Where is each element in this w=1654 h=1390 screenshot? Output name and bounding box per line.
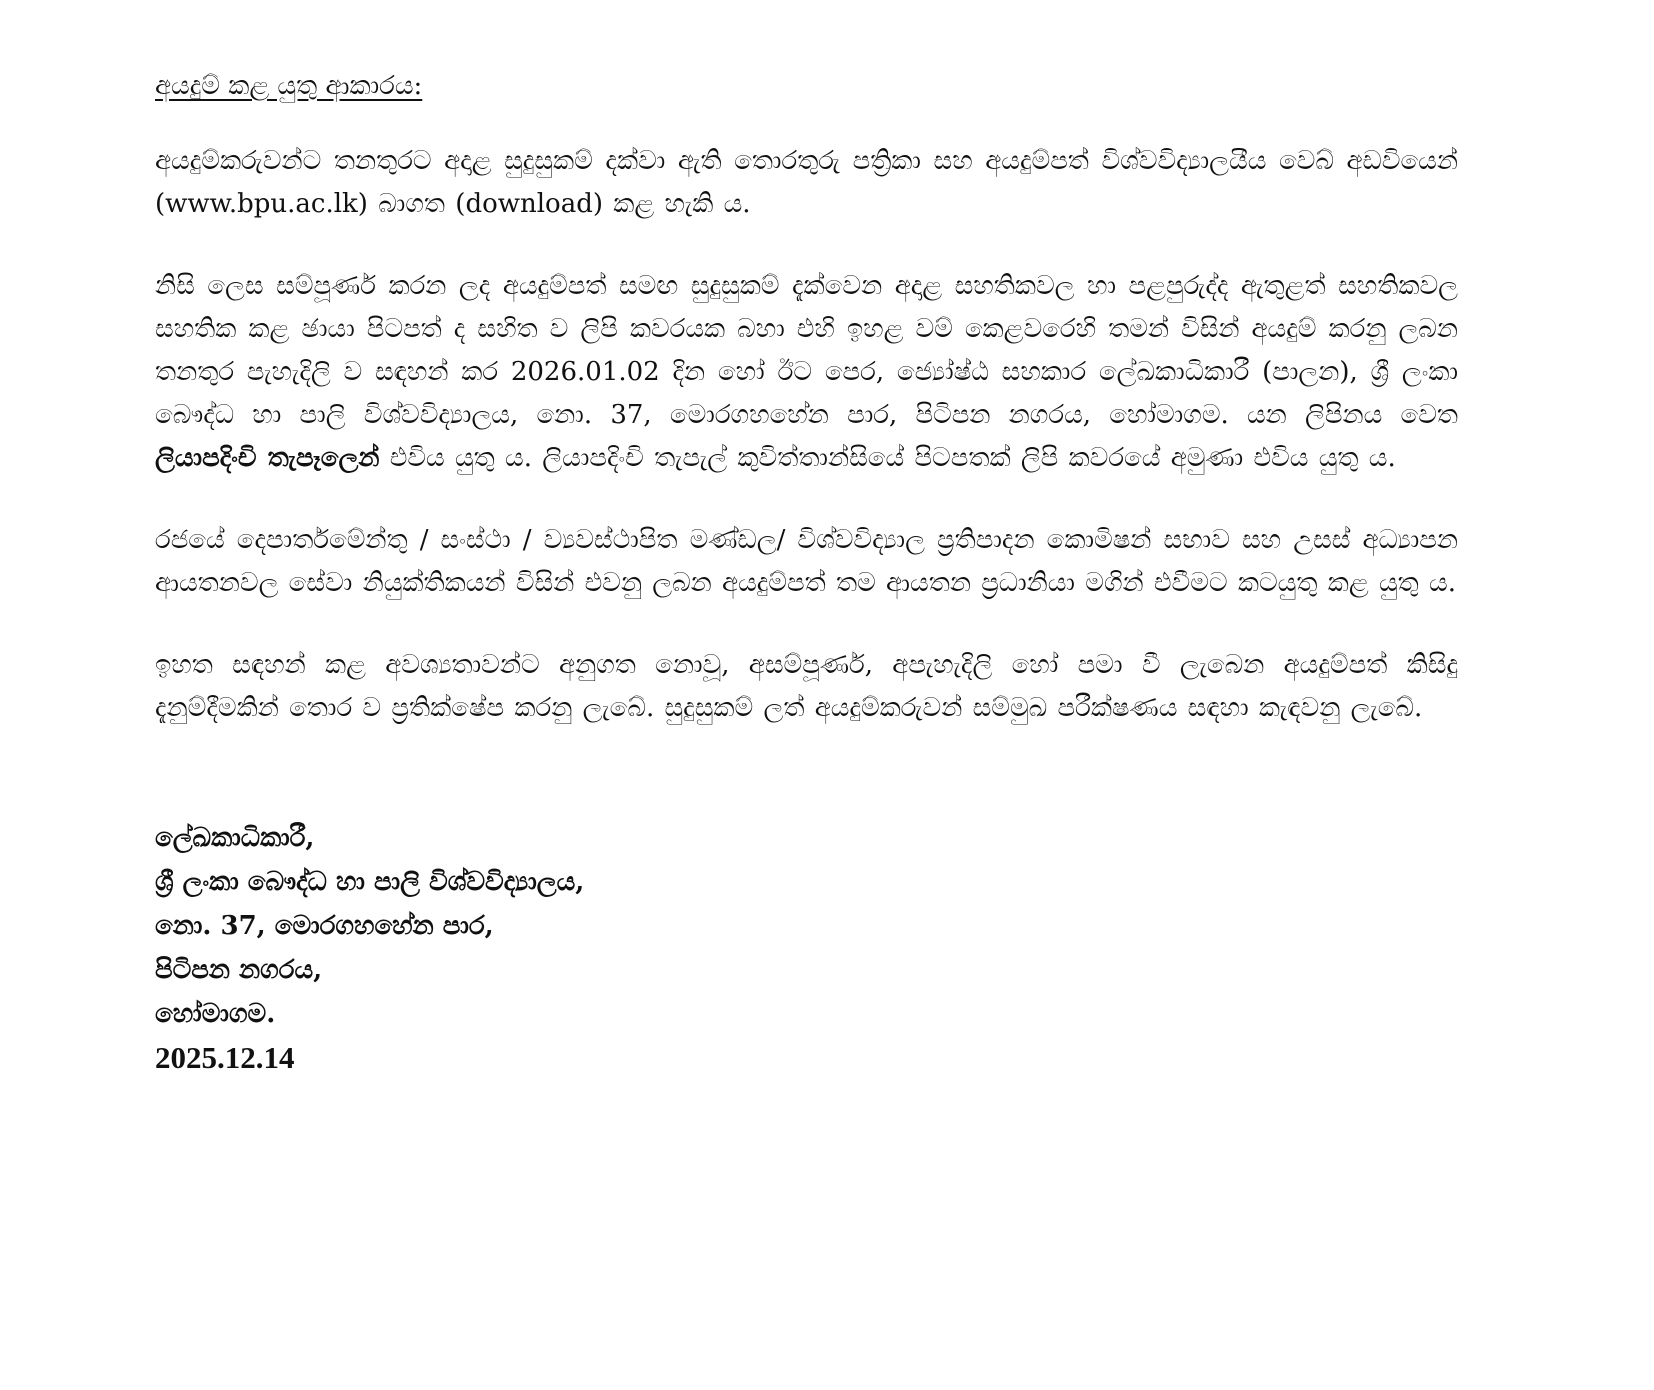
registered-post-emphasis: ලියාපදිංචි තැපෑලෙන් [155,443,380,473]
paragraph-text: නිසි ලෙස සම්පූර්ණ කරන ලද අයදුම්පත් සමඟ සුදුසුකම් දැක්වෙන අදාළ සහතිකවල හා පළපුරුද්ද ඇතුළත් සහතිකවල සහතික කළ ඡායා පිටපත් ද සහිත ව ලිපි කවරයක බහා එහි ඉහළ වම් කෙළවරෙහි තමන් විසින් අයදුම් කරනු ලබන තනතුර පැහැදිලි ව සඳහන් කර 2026.01.02 දින හෝ ඊට පෙර, ජ්‍යෝෂ්ඨ සහකාර ලේඛකාධිකාරී (පාලන), ශ්‍රී ලංකා බෞද්ධ හා පාලි විශ්වවිද්‍යාලය, නො. 37, මොරගහහේන පාර, පිටිපන නගරය, හෝමාගම. යන ලිපිනය වෙත [155,271,1458,430]
signature-title: ලේඛකාධිකාරී, [155,823,315,853]
paragraph-text: එවිය යුතු ය. ලියාපදිංචි තැපැල් කුවිත්තාන්සියේ පිටපතක් ලිපි කවරයේ අමුණා එවිය යුතු ය. [379,443,1396,473]
paragraph-submission-instructions [155,265,1458,480]
paragraph-rejection-notice [155,644,1458,730]
signature-address-town: පිටිපන නගරය, [155,955,323,985]
signature-institution: ශ්‍රී ලංකා බෞද්ධ හා පාලි විශ්වවිද්‍යාලය, [155,867,585,897]
section-heading: අයදුම් කළ යුතු ආකාරය: [155,71,423,101]
paragraph-text: රජයේ දෙපාර්තමේන්තු / සංස්ථා / ව්‍යවස්ථාපිත මණ්ඩල/ විශ්වවිද්‍යාල ප්‍රතිපාදන කොමිෂන් සභාව සහ උසස් අධ්‍යාපන ආයතනවල සේවා නියුක්තිකයන් විසින් එවනු ලබන අයදුම්පත් තම ආයතන ප්‍රධානියා මගින් එවීමට කටයුතු කළ යුතු ය. [155,525,1458,598]
paragraph-download-info [155,140,1458,226]
paragraph-text: අයදුම්කරුවන්ට තනතුරට අදාළ සුදුසුකම් දක්වා ඇති තොරතුරු පත්‍රිකා සහ අයදුම්පත් විශ්වවිද්‍යාලයීය වෙබ් අඩවියෙන් (www.bpu.ac.lk) බාගත (download) කළ හැකි ය. [155,146,1458,219]
paragraph-government-employees [155,519,1458,605]
signature-block [155,816,1458,1080]
signature-address-city: හෝමාගම. [155,999,276,1029]
document-page [155,66,1458,1080]
paragraph-text: ඉහත සඳහන් කළ අවශ්‍යතාවන්ට අනුගත නොවූ, අසම්පූර්ණ, අපැහැදිලි හෝ පමා වී ලැබෙන අයදුම්පත් කිසිදු දැනුම්දීමකින් තොර ව ප්‍රතික්ෂේප කරනු ලැබේ. සුදුසුකම් ලත් අයදුම්කරුවන් සම්මුඛ පරීක්ෂණය සඳහා කැඳවනු ලැබේ. [155,650,1458,723]
signature-address-street: නො. 37, මොරගහහේන පාර, [155,911,494,941]
signature-date: 2025.12.14 [155,1040,295,1075]
